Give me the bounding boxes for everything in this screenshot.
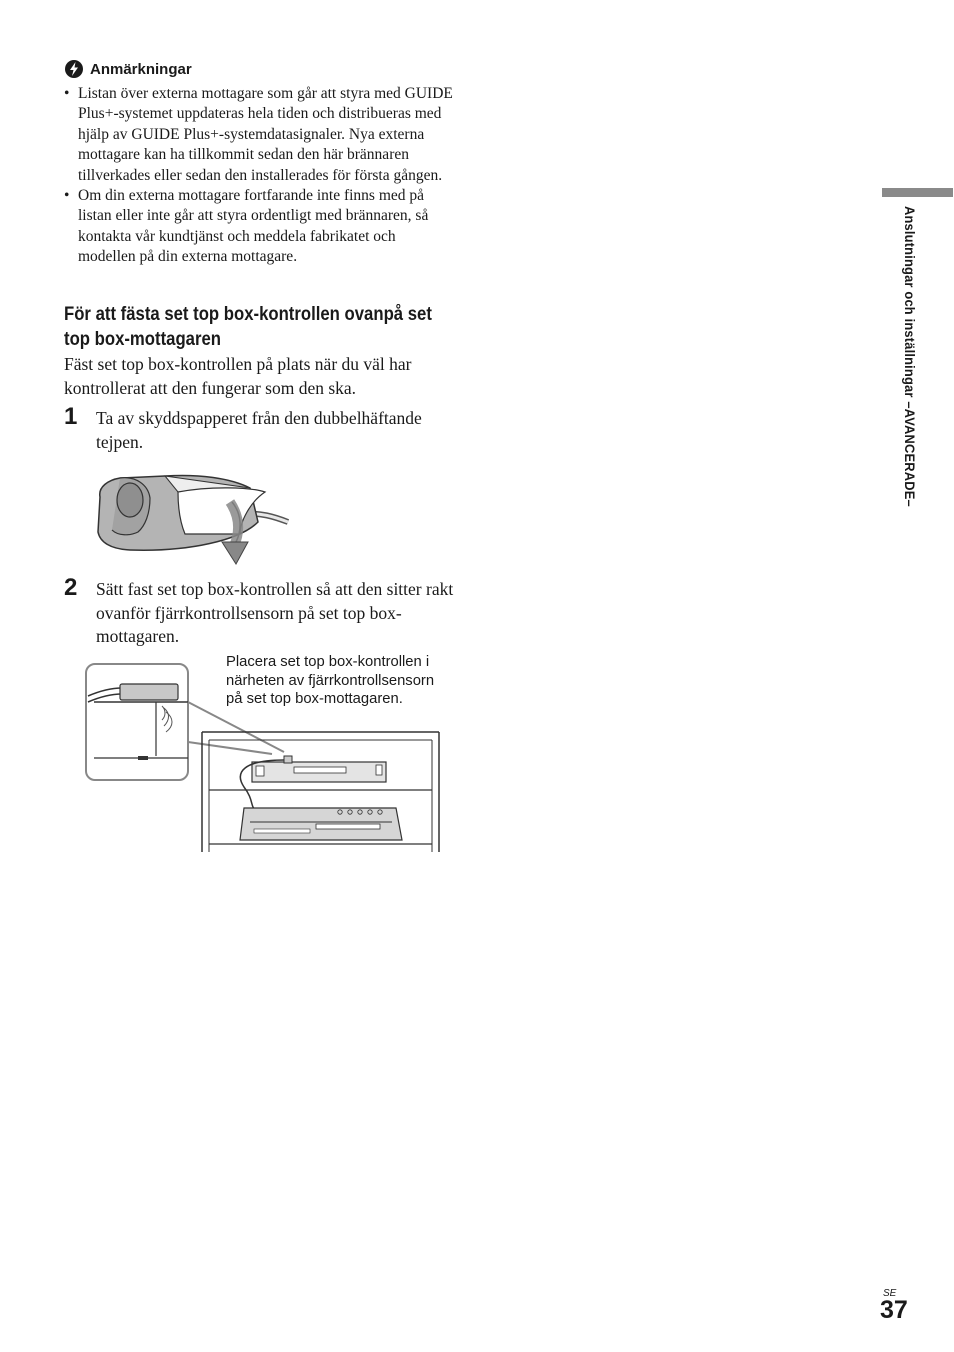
placement-illustration — [84, 662, 444, 854]
section-intro: Fäst set top box-kontrollen på plats när du väl har kontrollerat att den fungerar som den ska. — [64, 354, 412, 398]
step-text: Sätt fast set top box-kontrollen så att den sitter rakt ovanför fjärrkontrollsensorn på set top box-mottagaren. — [96, 579, 454, 646]
notes-box — [64, 58, 454, 268]
notes-title: Anmärkningar — [90, 60, 192, 78]
notes-list — [64, 84, 454, 268]
peel-tape-illustration — [90, 462, 300, 574]
step-text: Ta av skyddspapperet från den dubbelhäftande tejpen. — [96, 408, 422, 452]
section-label: Anslutningar och inställningar –AVANCERADE– — [902, 206, 918, 507]
section-tab-bar — [882, 188, 953, 197]
section-heading: För att fästa set top box-kontrollen ovanpå set top box-mottagaren — [64, 304, 432, 350]
step-number: 2 — [64, 574, 78, 601]
notes-header — [64, 58, 454, 80]
note-icon — [64, 59, 84, 79]
page-number: 37 — [880, 1296, 908, 1324]
page-language: SE — [883, 1288, 897, 1299]
step-1 — [64, 403, 464, 454]
list-item: • Listan över externa mottagare som går att styra med GUIDE Plus+-systemet uppdateras hela tiden och distribueras med hjälp av GUIDE Plus+-systemdatasignaler. Nya externa mottagare kan ha tillkommit sedan den här brännaren tillverkades eller sedan den installerades för första gången. — [64, 85, 453, 184]
step-number: 1 — [64, 403, 78, 430]
figure-caption: Placera set top box-kontrollen i närheten av fjärrkontrollsensorn på set top box-mottagaren. — [226, 654, 435, 707]
list-item: • Om din externa mottagare fortfarande inte finns med på listan eller inte går att styra ordentligt med brännaren, så kontakta vår kundtjänst och meddela fabrikatet och modellen på din externa mottagare. — [64, 187, 429, 266]
step-2 — [64, 574, 464, 649]
